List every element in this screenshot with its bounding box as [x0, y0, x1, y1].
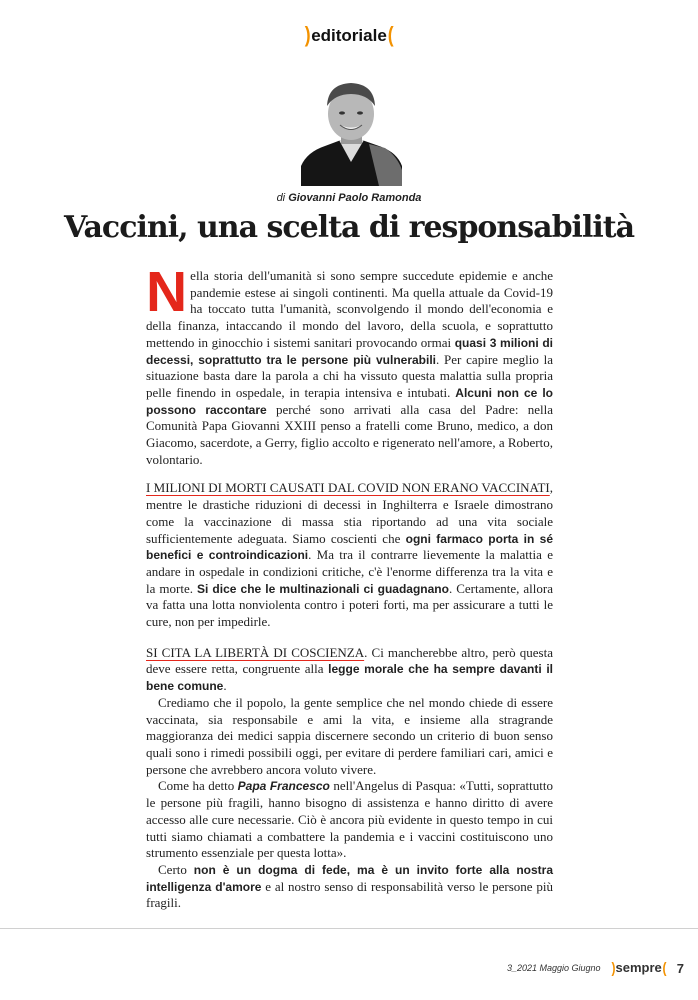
byline-author: Giovanni Paolo Ramonda	[288, 192, 422, 204]
footer-divider	[0, 928, 698, 929]
article-body	[146, 260, 554, 912]
author-portrait	[301, 76, 402, 186]
author-portrait-image	[301, 76, 402, 186]
bold-highlight: legge morale che ha sempre davanti il bene comune	[146, 662, 554, 694]
page-number: 7	[676, 960, 684, 976]
bold-highlight: Alcuni non ce lo possono raccontare	[146, 385, 553, 417]
paragraph-text: perché sono arrivati alla casa del Padre: nella Comunità Papa Giovanni XXIII penso a fratelli come Bruno, medico, a don Giacomo, sacerdote, a Gerry, figlio accolto e rigenerato nell'amore, a Roberto, volontario.	[146, 401, 553, 467]
paragraph-text: . Ci mancherebbe altro, però questa deve essere retta, congruente alla	[146, 644, 553, 677]
open-bracket-glyph: )	[304, 22, 311, 47]
byline	[0, 192, 698, 204]
paragraph-text: . Ma tra il contrarre lievemente la malattia e andare in ospedale in condizioni critiche, c'è l'enorme differenza tra la vita e la morte.	[146, 547, 553, 596]
issue-info: 3_2021 Maggio Giugno	[506, 963, 601, 973]
paragraph-text: e al nostro senso di responsabilità verso le persone più fragili.	[146, 878, 554, 911]
section-label	[0, 22, 698, 48]
paragraph-text: . Certamente, allora va fatta una lotta nonviolenta contro i poteri forti, ma per assicurare a tutti le cure, non per impedirle.	[146, 580, 553, 630]
bold-highlight: Si dice che le multinazionali ci guadagnano	[196, 581, 449, 596]
headline: Vaccini, una scelta di responsabilità	[63, 210, 635, 245]
close-bracket-glyph: (	[387, 22, 394, 47]
paragraph-text: , mentre le drastiche riduzioni di decessi in Inghilterra e Israele dimostrano come la vaccinazione di massa stia riportando ad una vita sociale sufficientemente adeguata. Siamo coscienti che	[146, 480, 553, 546]
close-bracket-glyph: (	[662, 959, 667, 977]
article-paragraph-4: Crediamo che il popolo, la gente semplice che nel mondo chiede di essere vaccinata, sia responsabile e ami la vita, e insieme alla stragrande maggioranza dei medici sappia discernere secondo un criterio di buon senso quali sono i rimedi possibili oggi, per evitare di perdere familiari cari, amici e persone che avrebbero ancora voluto vivere.	[146, 694, 553, 777]
open-bracket-glyph: )	[611, 959, 616, 977]
byline-prefix: di	[276, 192, 286, 204]
drop-cap: N	[146, 260, 188, 324]
article-paragraph-3	[146, 645, 553, 695]
bold-highlight: Papa Francesco	[237, 779, 330, 794]
bold-highlight: ogni farmaco porta in sé benefici e controindicazioni	[146, 531, 554, 563]
paragraph-text: . Per capire meglio la situazione basta dare la parola a chi ha vissuto questa malattia sulla propria pelle finendo in ospedale, in terapia intensiva e intubati.	[146, 351, 553, 400]
section-lead-in: SI CITA LA LIBERTÀ DI COSCIENZA	[146, 644, 365, 660]
section-lead-in: I MILIONI DI MORTI CAUSATI DAL COVID NON ERANO VACCINATI	[146, 480, 550, 496]
magazine-logo	[611, 960, 667, 977]
paragraph-text: Certo	[158, 861, 194, 877]
paragraph-text: Come ha detto	[158, 778, 238, 794]
paragraph-text: ella storia dell'umanità si sono sempre succedute epidemie e anche pandemie estese ai singoli continenti. Ma quella attuale da Covid-19 ha toccato tutta l'umanità, sconvolgendo il mondo dell'economia e della finanza, intaccando il mondo del lavoro, della scuola, e soprattutto mettendo in ginocchio i sistemi sanitari provocando ormai	[146, 268, 553, 350]
page-footer	[507, 958, 684, 978]
section-label-text: editoriale	[311, 26, 387, 45]
bold-highlight: quasi 3 milioni di decessi, soprattutto tra le persone più vulnerabili	[146, 335, 554, 367]
article-paragraph-6	[146, 862, 553, 912]
paragraph-text: nell'Angelus di Pasqua: «Tutti, soprattutto le persone più fragili, hanno bisogno di assistenza e hanno diritto di avere accesso alle cure necessarie. Ciò è ancora più evidente in questo tempo in cui tutti siamo chiamati a combattere la pandemia e i vaccini costituiscono uno strumento essenziale per questa lotta».	[146, 778, 553, 861]
article-paragraph-1	[146, 260, 554, 468]
magazine-name: sempre	[615, 959, 662, 975]
paragraph-text: .	[223, 678, 227, 694]
article-paragraph-5	[146, 778, 553, 862]
bold-highlight: non è un dogma di fede, ma è un invito forte alla nostra intelligenza d'amore	[146, 862, 553, 894]
article-paragraph-2	[146, 480, 553, 630]
